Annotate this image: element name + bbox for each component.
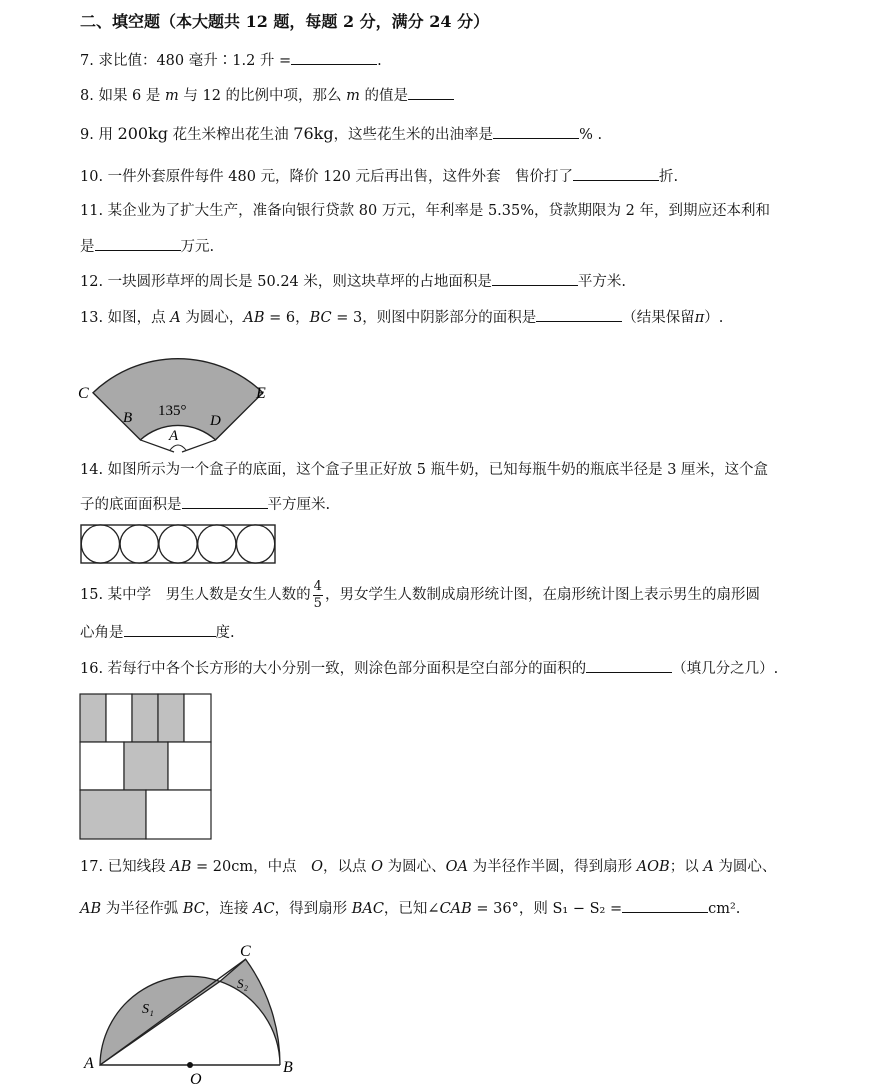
q16-rect-r1-3 <box>132 694 158 742</box>
q8-answer-blank[interactable] <box>408 85 454 100</box>
q13-figure <box>70 340 290 450</box>
q13-segment-bc: BC <box>309 310 332 326</box>
q16-rect-r1-5 <box>184 694 211 742</box>
question-17-line2 <box>80 898 740 919</box>
q17-segment-ac: AC <box>253 901 275 917</box>
q8-var-m-2: m <box>346 88 360 104</box>
q17-answer-blank[interactable] <box>622 898 708 913</box>
q16-rect-r3-2 <box>146 790 211 839</box>
q17-segment-ab-2: AB <box>80 901 102 917</box>
q11-answer-blank[interactable] <box>95 236 181 251</box>
question-7 <box>80 50 382 71</box>
q14-milk-circle-1 <box>81 525 119 563</box>
q13-label-e: E <box>256 385 266 402</box>
q13-text-d: = 3，则图中阴影部分的面积是 <box>331 310 537 326</box>
q8-var-m: m <box>165 88 179 104</box>
q15-text-2: 心角是 <box>80 625 124 641</box>
q13-post: （结果保留 <box>622 310 695 326</box>
q17-label-s2: S₂ <box>237 976 249 991</box>
q16-rect-r2-3 <box>168 742 211 790</box>
q17-unit: cm². <box>708 901 741 917</box>
q14-milk-circle-5 <box>237 525 275 563</box>
question-8 <box>80 85 454 106</box>
q16-text: 16. 若每行中各个长方形的大小分别一致，则涂色部分面积是空白部分的面积的 <box>80 661 587 677</box>
q17-label-b: B <box>283 1059 293 1076</box>
q14-answer-blank[interactable] <box>182 494 268 509</box>
q13-label-a: A <box>169 428 179 444</box>
q17-sector-aob: AOB <box>636 859 670 875</box>
q13-text-c: = 6， <box>264 310 310 326</box>
q9-text-a: 9. 用 <box>80 127 118 143</box>
q16-answer-blank[interactable] <box>586 658 672 673</box>
q9-value-2: 76kg <box>293 124 334 143</box>
q8-text-a: 8. 如果 6 是 <box>80 88 165 104</box>
q17-arc-bc: BC <box>182 901 205 917</box>
q17-text-g: 为圆心、 <box>713 859 777 875</box>
question-9 <box>80 124 602 145</box>
q17-text-d: 为圆心、 <box>383 859 446 875</box>
q13-label-d: D <box>210 413 221 429</box>
q9-value-1: 200kg <box>117 124 169 143</box>
q17-text-b: = 20cm，中点 <box>191 859 312 875</box>
q16-rect-r3-1 <box>80 790 146 839</box>
q17-text-l: = 36°，则 S₁ − S₂ = <box>471 901 623 917</box>
question-10 <box>80 166 678 187</box>
question-17-line1 <box>80 857 776 877</box>
q13-pi: π <box>694 310 705 326</box>
q9-post: % . <box>579 127 603 143</box>
q17-label-o: O <box>190 1071 202 1088</box>
q13-angle-arc <box>170 445 186 450</box>
q15-text: 15. 某中学 男生人数是女生人数的 <box>80 587 311 603</box>
q10-answer-blank[interactable] <box>573 166 659 181</box>
q17-label-a: A <box>84 1055 94 1072</box>
q11-text: 是 <box>80 239 95 255</box>
q14-milk-circle-2 <box>120 525 158 563</box>
q13-text-a: 13. 如图，点 <box>80 310 171 326</box>
q13-answer-blank[interactable] <box>536 307 622 322</box>
q12-text: 12. 一块圆形草坪的周长是 50.24 米，则这块草坪的占地面积是 <box>80 274 492 290</box>
q16-rect-r2-1 <box>80 742 124 790</box>
q17-point-o-2: O <box>371 859 384 875</box>
q17-label-c: C <box>240 943 251 960</box>
question-11-line2 <box>80 236 214 257</box>
q14-figure <box>80 524 276 564</box>
q12-post: 平方米. <box>577 274 627 290</box>
q15-numerator: 4 <box>313 578 322 594</box>
q14-box <box>81 525 275 563</box>
q13-label-c: C <box>78 385 89 402</box>
q14-text: 子的底面面积是 <box>80 497 182 513</box>
q17-text-e: 为半径作半圆，得到扇形 <box>467 859 637 875</box>
q14-post: 平方厘米. <box>267 497 331 513</box>
q9-text-c: ，这些花生米的出油率是 <box>333 127 494 143</box>
q17-segment-ab: AB <box>170 859 192 875</box>
q17-point-o-dot <box>187 1062 193 1068</box>
q16-rect-r1-4 <box>158 694 184 742</box>
question-15-line1 <box>80 578 760 612</box>
q8-text-c: 的值是 <box>359 88 408 104</box>
q17-text-i: ，连接 <box>204 901 253 917</box>
q13-segment-ab: AB <box>243 310 265 326</box>
q9-text-b: 花生米榨出花生油 <box>168 127 294 143</box>
q17-label-s1: S₁ <box>142 1002 154 1017</box>
question-12 <box>80 271 626 292</box>
q17-text-c: ，以点 <box>323 859 372 875</box>
q17-angle-cab: CAB <box>439 901 472 917</box>
q16-post: （填几分之几）. <box>672 661 779 677</box>
q13-text-b: 为圆心， <box>180 310 244 326</box>
question-16 <box>80 658 778 679</box>
q17-region-s2 <box>220 959 280 1065</box>
q13-segment-da <box>182 440 216 452</box>
q17-text-h: 为半径作弧 <box>101 901 183 917</box>
q17-segment-oa: OA <box>445 859 468 875</box>
q13-point-a: A <box>170 310 181 326</box>
q16-rect-r2-2 <box>124 742 168 790</box>
question-11-line1: 11. 某企业为了扩大生产，准备向银行贷款 80 万元，年利率是 5.35%，贷款期限为 2 年，到期应还本利和 <box>80 203 770 219</box>
q17-text-k: ，已知∠ <box>383 901 440 917</box>
q16-rect-r1-2 <box>106 694 132 742</box>
question-13 <box>80 307 723 328</box>
q17-point-a: A <box>703 859 714 875</box>
question-14-line2 <box>80 494 330 515</box>
q13-label-b: B <box>123 410 133 426</box>
q17-figure <box>80 940 300 1090</box>
q16-figure <box>79 693 213 840</box>
q17-point-o: O <box>311 859 324 875</box>
q14-milk-circle-4 <box>198 525 236 563</box>
q17-text-j: ，得到扇形 <box>274 901 352 917</box>
q15-post-2: 度. <box>215 625 235 641</box>
q12-answer-blank[interactable] <box>492 271 578 286</box>
q15-fraction <box>313 579 323 612</box>
q15-denominator: 5 <box>313 595 322 611</box>
section-heading: 二、填空题（本大题共 12 题，每题 2 分，满分 24 分） <box>80 12 490 31</box>
q15-answer-blank[interactable] <box>124 622 216 637</box>
question-14-line1: 14. 如图所示为一个盒子的底面，这个盒子里正好放 5 瓶牛奶，已知每瓶牛奶的瓶底半径是 3 厘米，这个盒 <box>80 462 769 478</box>
q7-answer-blank[interactable] <box>291 50 377 65</box>
q14-milk-circle-3 <box>159 525 197 563</box>
q10-text: 10. 一件外套原件每件 480 元，降价 120 元后再出售，这件外套 售价打了 <box>80 169 573 185</box>
q7-post: . <box>377 53 382 69</box>
q13-angle-label: 135° <box>158 403 187 419</box>
q17-sector-bac: BAC <box>351 901 384 917</box>
q10-post: 折. <box>658 169 679 185</box>
q17-text-f: ；以 <box>669 859 704 875</box>
q9-answer-blank[interactable] <box>493 124 579 139</box>
question-15-line2 <box>80 622 235 643</box>
q16-rect-r1-1 <box>80 694 106 742</box>
q11-post: 万元. <box>180 239 215 255</box>
q17-text-a: 17. 已知线段 <box>80 859 171 875</box>
q13-close: ）. <box>704 310 724 326</box>
q15-post: ，男女学生人数制成扇形统计图，在扇形统计图上表示男生的扇形圆 <box>324 587 760 603</box>
q7-text: 7. 求比值：480 毫升∶1.2 升 = <box>80 53 292 69</box>
q8-text-b: 与 12 的比例中项，那么 <box>178 88 347 104</box>
